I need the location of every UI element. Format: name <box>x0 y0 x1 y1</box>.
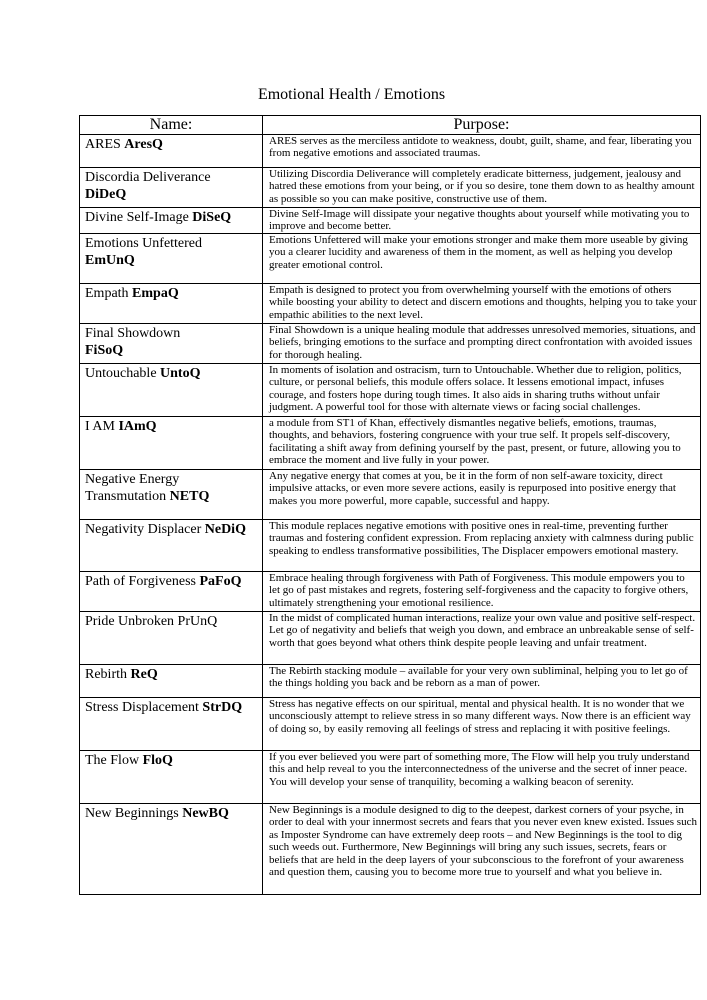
module-purpose-cell: a module from ST1 of Khan, effectively dismantles negative beliefs, emotions, traumas, thoughts, and behaviors, fostering congruence with your true self. It propels self-discovery, facilitating a shift away from defining yourself by the past, present, or future, allowing you to embrace the moment and live fully in your power. <box>263 417 701 470</box>
module-purpose-cell: This module replaces negative emotions with positive ones in real-time, preventing further traumas and fostering confident expression. From replacing anxiety with calmness during public speaking to endless transformative possibilities, The Displacer empowers emotional mastery. <box>263 520 701 572</box>
module-code: EmpaQ <box>132 286 179 301</box>
module-name-cell: I AM IAmQ <box>80 417 263 470</box>
module-name-cell: Untouchable UntoQ <box>80 364 263 417</box>
module-purpose-cell: The Rebirth stacking module – available for your very own subliminal, helping you to let go of the things holding you back and be reborn as a man of power. <box>263 665 701 698</box>
module-name-cell: Path of Forgiveness PaFoQ <box>80 572 263 612</box>
module-name-cell: Rebirth ReQ <box>80 665 263 698</box>
module-name-cell: Emotions Unfettered EmUnQ <box>80 234 263 284</box>
table-row <box>80 804 701 895</box>
module-purpose-cell: Divine Self-Image will dissipate your negative thoughts about yourself while motivating you to improve and become better. <box>263 208 701 234</box>
module-purpose-cell: Final Showdown is a unique healing module that addresses unresolved memories, situations, and beliefs, bringing emotions to the surface and prompting direct confrontation with avoided issues for thorough healing. <box>263 324 701 364</box>
module-name-cell: Final Showdown FiSoQ <box>80 324 263 364</box>
module-code: UntoQ <box>160 366 201 381</box>
module-name-cell: Stress Displacement StrDQ <box>80 698 263 751</box>
module-code: IAmQ <box>118 419 157 434</box>
table-row <box>80 751 701 804</box>
module-code: DiDeQ <box>85 187 127 202</box>
module-code: FiSoQ <box>85 343 124 358</box>
module-purpose-cell: In the midst of complicated human interactions, realize your own value and positive self-respect. Let go of negativity and beliefs that weigh you down, and embrace an unbreakable sense of self-worth that goes beyond what others think despite people leaving and unfair treatment. <box>263 612 701 665</box>
table-row <box>80 698 701 751</box>
module-name-cell: Divine Self-Image DiSeQ <box>80 208 263 234</box>
module-code: FloQ <box>142 753 173 768</box>
module-code: StrDQ <box>202 700 243 715</box>
module-code: EmUnQ <box>85 253 135 268</box>
module-purpose-cell: ARES serves as the merciless antidote to weakness, doubt, guilt, shame, and fear, liberating you from negative emotions and associated traumas. <box>263 135 701 168</box>
table-row <box>80 324 701 364</box>
module-name-cell: The Flow FloQ <box>80 751 263 804</box>
header-name: Name: <box>80 116 263 135</box>
module-name-cell: Negativity Displacer NeDiQ <box>80 520 263 572</box>
module-name-cell: Empath EmpaQ <box>80 284 263 324</box>
table-row <box>80 208 701 234</box>
table-row <box>80 665 701 698</box>
module-purpose-cell: Any negative energy that comes at you, be it in the form of non self-aware toxicity, direct impulsive attacks, or even more severe actions, easily is repurposed into positive energy that makes you more powerful, more capable, successful and happy. <box>263 470 701 520</box>
table-row <box>80 612 701 665</box>
module-code: AresQ <box>124 137 163 152</box>
table-row <box>80 234 701 284</box>
module-name-cell: Negative Energy Transmutation NETQ <box>80 470 263 520</box>
module-name-cell: New Beginnings NewBQ <box>80 804 263 895</box>
table-row <box>80 135 701 168</box>
module-purpose-cell: Empath is designed to protect you from overwhelming yourself with the emotions of others while boosting your ability to detect and discern emotions and thoughts, helping you to take your empathic abilities to the next level. <box>263 284 701 324</box>
module-name-cell: Pride Unbroken PrUnQ <box>80 612 263 665</box>
module-purpose-cell: In moments of isolation and ostracism, turn to Untouchable. Whether due to religion, politics, culture, or personal beliefs, this module offers solace. It lessens emotional impact, infuses courage, and fosters hope during tough times. It also aids in sharing truths without unfair judgment. A powerful tool for those with alternate views or facing social challenges. <box>263 364 701 417</box>
module-code: NeDiQ <box>204 522 246 537</box>
module-code: DiSeQ <box>192 210 232 225</box>
module-purpose-cell: Embrace healing through forgiveness with Path of Forgiveness. This module empowers you to let go of past mistakes and regrets, fostering self-forgiveness and the capacity to forgive others, ultimately strengthening your emotional resilience. <box>263 572 701 612</box>
module-name-cell: Discordia Deliverance DiDeQ <box>80 168 263 208</box>
module-code: ReQ <box>130 667 158 682</box>
module-purpose-cell: Stress has negative effects on our spiritual, mental and physical health. It is no wonder that we unconsciously attempt to relieve stress in so many different ways. Now there is an efficient way of doing so, by easily removing all feelings of stress and replacing it with positive feelings. <box>263 698 701 751</box>
module-name-cell: ARES AresQ <box>80 135 263 168</box>
table-row <box>80 470 701 520</box>
table-row <box>80 417 701 470</box>
module-code: NewBQ <box>182 806 229 821</box>
header-purpose: Purpose: <box>263 116 701 135</box>
table-header-row <box>80 116 701 135</box>
table-row <box>80 168 701 208</box>
module-purpose-cell: New Beginnings is a module designed to dig to the deepest, darkest corners of your psyche, in order to deal with your innermost secrets and fears that you never even knew existed. Issues such as Imposter Syndrome can have extremely deep roots – and New Beginnings is the tool to dig such weeds out. Furthermore, New Beginnings will bring any such issues, secrets, fears or beliefs that are held in the deep layers of your subconscious to the forefront of your awareness and question them, causing you to become more true to yourself and what you believe in. <box>263 804 701 895</box>
modules-table <box>79 115 701 895</box>
module-code: PaFoQ <box>199 574 242 589</box>
module-purpose-cell: Emotions Unfettered will make your emotions stronger and make them more useable by giving you a clearer lucidity and awareness of them in the moment, as well as helping you develop greater emotional control. <box>263 234 701 284</box>
table-row <box>80 572 701 612</box>
module-purpose-cell: Utilizing Discordia Deliverance will completely eradicate bitterness, judgement, jealousy and hatred these emotions from your being, or if you so desire, tone them down to as healthy amount as possible so you can make positive, constructive use of them. <box>263 168 701 208</box>
table-row <box>80 520 701 572</box>
module-code: NETQ <box>169 489 210 504</box>
table-row <box>80 364 701 417</box>
page-title: Emotional Health / Emotions <box>257 86 446 103</box>
table-row <box>80 284 701 324</box>
module-purpose-cell: If you ever believed you were part of something more, The Flow will help you truly understand this and help reveal to you the interconnectedness of the universe and the secret of inner peace. You will develop your sense of tranquility, becoming a walking beacon of serenity. <box>263 751 701 804</box>
